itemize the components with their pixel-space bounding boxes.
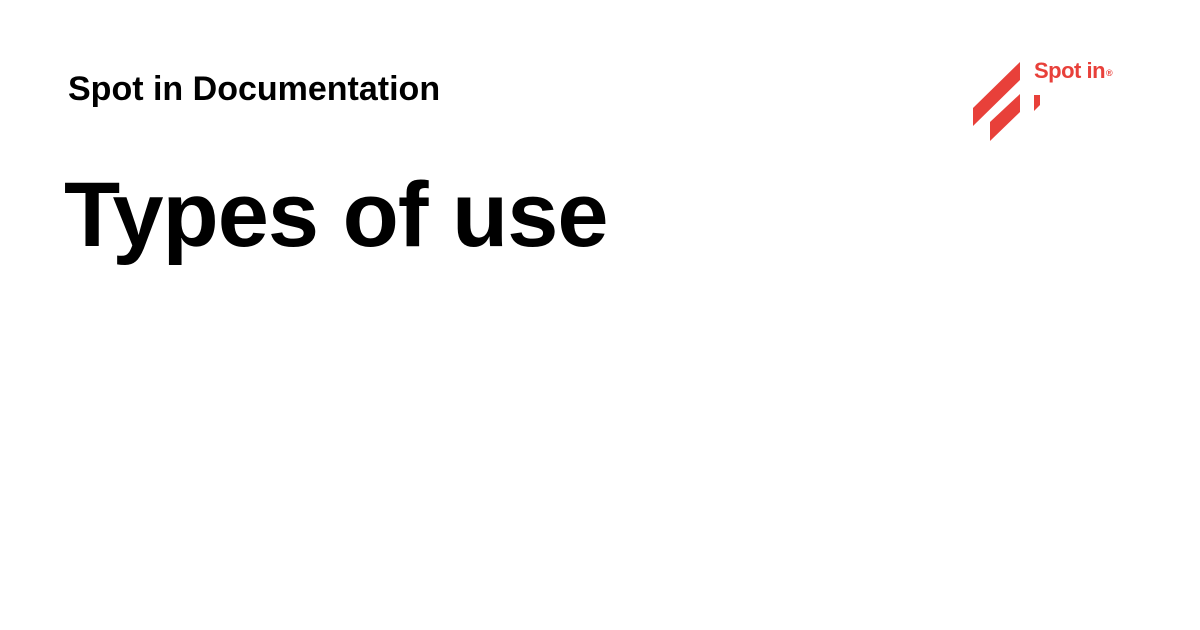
brand-logo xyxy=(970,58,1130,148)
spot-in-stripes-icon xyxy=(970,58,1040,148)
site-title: Spot in Documentation xyxy=(68,70,441,108)
logo-wordmark xyxy=(1034,58,1112,84)
logo-text: Spot in xyxy=(1034,58,1106,83)
page-title: Types of use xyxy=(64,164,608,266)
registered-mark: ® xyxy=(1106,68,1113,78)
